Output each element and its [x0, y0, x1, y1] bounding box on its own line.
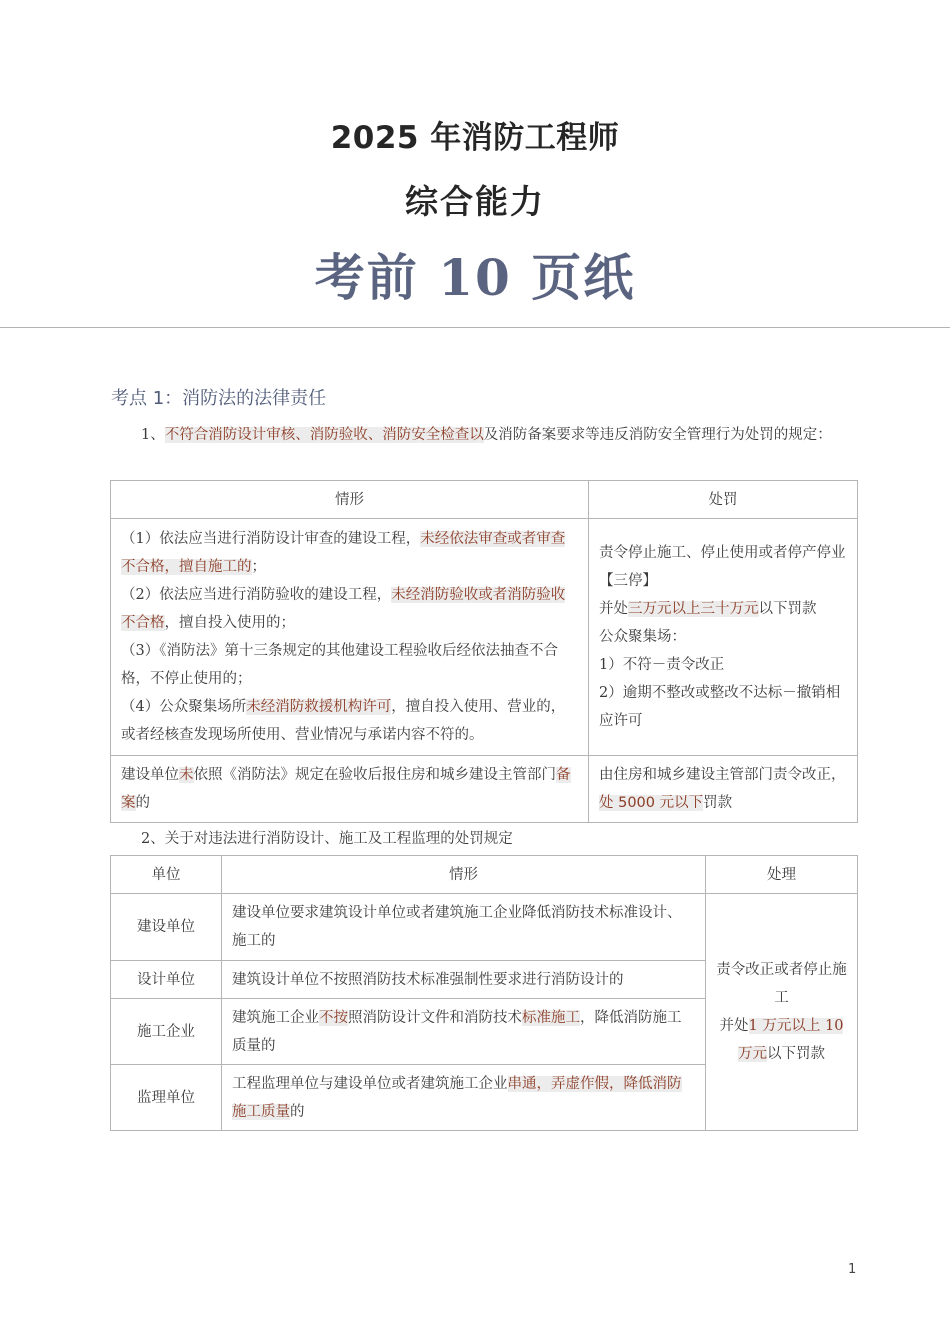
table-row	[111, 519, 858, 756]
penalty-cell: 由住房和城乡建设主管部门责令改正，处 5000 元以下罚款	[589, 756, 858, 823]
para-text: 及消防备案要求等违反消防安全管理行为处罚的规定：	[483, 427, 832, 443]
situation-item-3: （3）《消防法》第十三条规定的其他建设工程验收后经依法抽查不合格，不停止使用的；	[121, 643, 558, 687]
situation-item-1: （1）依法应当进行消防设计审查的建设工程，未经依法审查或者审查不合格，擅自施工的；	[121, 531, 566, 575]
table-header-row	[111, 856, 858, 894]
penalty-line: 1）不符－责令改正	[599, 657, 725, 673]
page-number: 1	[848, 1262, 857, 1277]
document-title-year: 2025 年消防工程师	[330, 120, 620, 156]
header-situation: 情形	[111, 481, 589, 519]
penalty-line: 公众聚集场：	[599, 629, 686, 645]
penalty-cell	[589, 519, 858, 756]
header-divider	[0, 327, 950, 328]
paragraph-1	[111, 421, 858, 449]
header-unit: 单位	[111, 856, 222, 894]
header-penalty: 处罚	[589, 481, 858, 519]
document-title-main: 考前 10 页纸	[314, 248, 636, 307]
para-prefix: 1、	[141, 427, 165, 443]
situation-cell	[111, 519, 589, 756]
document-title-subject: 综合能力	[405, 182, 545, 221]
penalty-table-2	[110, 855, 858, 1131]
table-row	[111, 756, 858, 823]
table-row	[111, 894, 858, 961]
handling-line: 责令改正或者停止施工	[716, 962, 847, 1006]
penalty-line: 并处三万元以上三十万元以下罚款	[599, 601, 817, 617]
highlight-text: 不符合消防设计审核、消防验收、消防安全检查以	[164, 427, 484, 443]
situation-cell: 建设单位要求建筑设计单位或者建筑施工企业降低消防技术标准设计、施工的	[222, 894, 706, 961]
situation-cell: 建设单位未依照《消防法》规定在验收后报住房和城乡建设主管部门备案的	[111, 756, 589, 823]
penalty-line: 2）逾期不整改或整改不达标－撤销相应许可	[599, 685, 841, 729]
situation-item-2: （2）依法应当进行消防验收的建设工程，未经消防验收或者消防验收不合格，擅自投入使用的；	[121, 587, 566, 631]
penalty-line: 责令停止施工、停止使用或者停产停业【三停】	[599, 545, 846, 589]
situation-cell: 建筑施工企业不按照消防设计文件和消防技术标准施工，降低消防施工质量的	[222, 999, 706, 1065]
unit-cell: 施工企业	[111, 999, 222, 1065]
paragraph-2: 2、关于对违法进行消防设计、施工及工程监理的处罚规定	[141, 831, 513, 847]
header-situation: 情形	[222, 856, 706, 894]
unit-cell: 监理单位	[111, 1065, 222, 1131]
unit-cell: 设计单位	[111, 961, 222, 999]
table-header-row	[111, 481, 858, 519]
unit-cell: 建设单位	[111, 894, 222, 961]
handling-cell	[706, 894, 858, 1131]
situation-item-4: （4）公众聚集场所未经消防救援机构许可，擅自投入使用、营业的，或者经核查发现场所使用、营业情况与承诺内容不符的。	[121, 699, 566, 743]
section-heading: 考点 1：消防法的法律责任	[111, 388, 327, 409]
penalty-table-1	[110, 480, 858, 823]
situation-cell: 工程监理单位与建设单位或者建筑施工企业串通，弄虚作假，降低消防施工质量的	[222, 1065, 706, 1131]
situation-cell: 建筑设计单位不按照消防技术标准强制性要求进行消防设计的	[222, 961, 706, 999]
handling-line: 并处1 万元以上 10 万元以下罚款	[719, 1018, 844, 1062]
header-handling: 处理	[706, 856, 858, 894]
